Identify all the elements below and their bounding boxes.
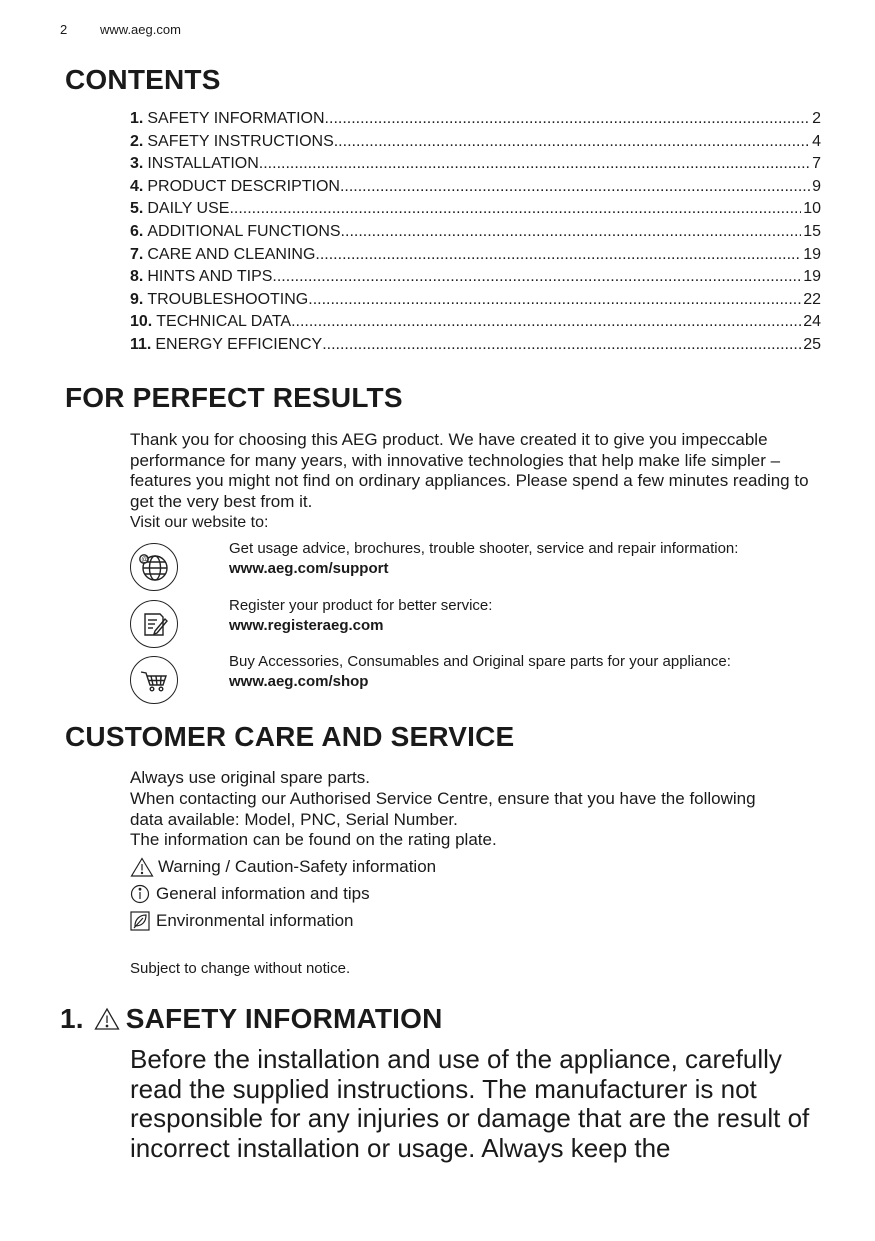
toc-label: ADDITIONAL FUNCTIONS (147, 222, 341, 240)
toc-item[interactable] (130, 336, 821, 359)
section-number: 1. (60, 1003, 84, 1034)
toc-page: 25 (803, 335, 821, 353)
toc-num: 5. (130, 200, 144, 218)
toc-leader (325, 110, 811, 128)
toc-leader (340, 178, 810, 196)
perfect-results-title: FOR PERFECT RESULTS (65, 382, 403, 413)
toc-page: 24 (803, 313, 821, 331)
toc-num: 3. (130, 155, 144, 173)
register-link-text: Register your product for better service: (229, 597, 493, 614)
contents-title: CONTENTS (65, 64, 221, 95)
info-icon (130, 884, 152, 904)
toc-page: 22 (803, 290, 821, 308)
toc-item[interactable] (130, 291, 821, 314)
care-line-2: When contacting our Authorised Service Centre, ensure that you have the following data available: Model, PNC, Serial Number. (130, 789, 756, 829)
toc-num: 10. (130, 313, 153, 331)
care-line-1: Always use original spare parts. (130, 768, 371, 787)
warning-icon (94, 1007, 120, 1031)
toc-page: 9 (812, 177, 821, 195)
toc-item[interactable] (130, 133, 821, 156)
toc-item[interactable] (130, 313, 821, 336)
toc-num: 2. (130, 132, 144, 150)
change-notice: Subject to change without notice. (130, 960, 351, 977)
toc-leader (334, 133, 810, 151)
toc-leader (259, 155, 810, 173)
svg-text:@: @ (141, 556, 149, 564)
toc-page: 19 (803, 245, 821, 263)
toc-label: CARE AND CLEANING (147, 245, 316, 263)
toc-leader (229, 200, 801, 218)
safety-intro-text: Before the installation and use of the appliance, carefully read the supplied instructions. The manufacturer is not responsible for any injuries or damage that are the result of incorrect installation or usage. Always keep the (130, 1044, 810, 1163)
toc-num: 11. (130, 335, 152, 353)
toc-label: SAFETY INSTRUCTIONS (147, 132, 334, 150)
support-link-url[interactable]: www.aeg.com/support (229, 560, 389, 577)
shop-link-text: Buy Accessories, Consumables and Original spare parts for your appliance: (229, 653, 731, 670)
toc-leader (315, 246, 801, 264)
toc-leader (341, 223, 802, 241)
toc-label: SAFETY INFORMATION (147, 110, 325, 127)
register-link-url[interactable]: www.registeraeg.com (229, 617, 384, 634)
toc-item[interactable] (130, 268, 821, 291)
toc-label: DAILY USE (147, 200, 230, 218)
support-link-text: Get usage advice, brochures, trouble shooter, service and repair information: (229, 540, 739, 557)
toc-leader (291, 313, 801, 331)
leaf-icon (130, 911, 152, 931)
table-of-contents (130, 110, 821, 359)
legend-environment (130, 910, 353, 932)
toc-leader (272, 268, 801, 286)
care-line-3: The information can be found on the rating plate. (130, 830, 497, 849)
visit-text: Visit our website to: (130, 514, 269, 531)
toc-leader (308, 291, 801, 309)
header-website: www.aeg.com (100, 22, 181, 37)
legend-info (130, 883, 370, 905)
support-link-row (130, 540, 830, 595)
shop-link-url[interactable]: www.aeg.com/shop (229, 673, 369, 690)
toc-label: TROUBLESHOOTING (147, 290, 309, 308)
safety-information-title (60, 1003, 443, 1035)
toc-item[interactable] (130, 200, 821, 223)
shop-link-row (130, 653, 830, 708)
toc-page: 4 (812, 132, 821, 150)
cart-icon (130, 656, 178, 704)
toc-num: 8. (130, 268, 144, 286)
toc-page: 7 (812, 155, 821, 173)
toc-label: ENERGY EFFICIENCY (155, 335, 323, 353)
page-header (60, 22, 181, 37)
legend-info-text: General information and tips (156, 884, 370, 903)
toc-label: INSTALLATION (147, 155, 259, 173)
toc-page: 15 (803, 222, 821, 240)
legend-environment-text: Environmental information (156, 911, 354, 930)
toc-num: 4. (130, 177, 144, 195)
toc-item[interactable] (130, 155, 821, 178)
register-link-row (130, 597, 830, 652)
toc-page: 10 (803, 200, 821, 218)
customer-care-title: CUSTOMER CARE AND SERVICE (65, 721, 515, 752)
toc-item[interactable] (130, 110, 821, 133)
page-number: 2 (60, 22, 68, 37)
toc-page: 19 (803, 268, 821, 286)
toc-label: TECHNICAL DATA (156, 313, 292, 331)
warning-icon (130, 857, 154, 877)
toc-num: 6. (130, 222, 144, 240)
toc-num: 1. (130, 110, 144, 127)
toc-item[interactable] (130, 178, 821, 201)
globe-icon (130, 543, 178, 591)
toc-item[interactable] (130, 246, 821, 269)
legend-warning-text: Warning / Caution-Safety information (158, 857, 437, 876)
toc-num: 7. (130, 245, 144, 263)
register-icon (130, 600, 178, 648)
toc-label: HINTS AND TIPS (147, 268, 273, 286)
toc-page: 2 (812, 110, 821, 127)
section-title-text: SAFETY INFORMATION (125, 1003, 443, 1034)
toc-label: PRODUCT DESCRIPTION (147, 177, 340, 195)
toc-num: 9. (130, 290, 144, 308)
toc-item[interactable] (130, 223, 821, 246)
legend-warning (130, 856, 436, 878)
toc-leader (322, 336, 801, 354)
intro-paragraph: Thank you for choosing this AEG product. We have created it to give you impeccable performance for many years, with innovative technologies that help make life simpler – features you might not find on ordinary appliances. Please spend a few minutes reading to get the very best from it. (130, 430, 809, 511)
